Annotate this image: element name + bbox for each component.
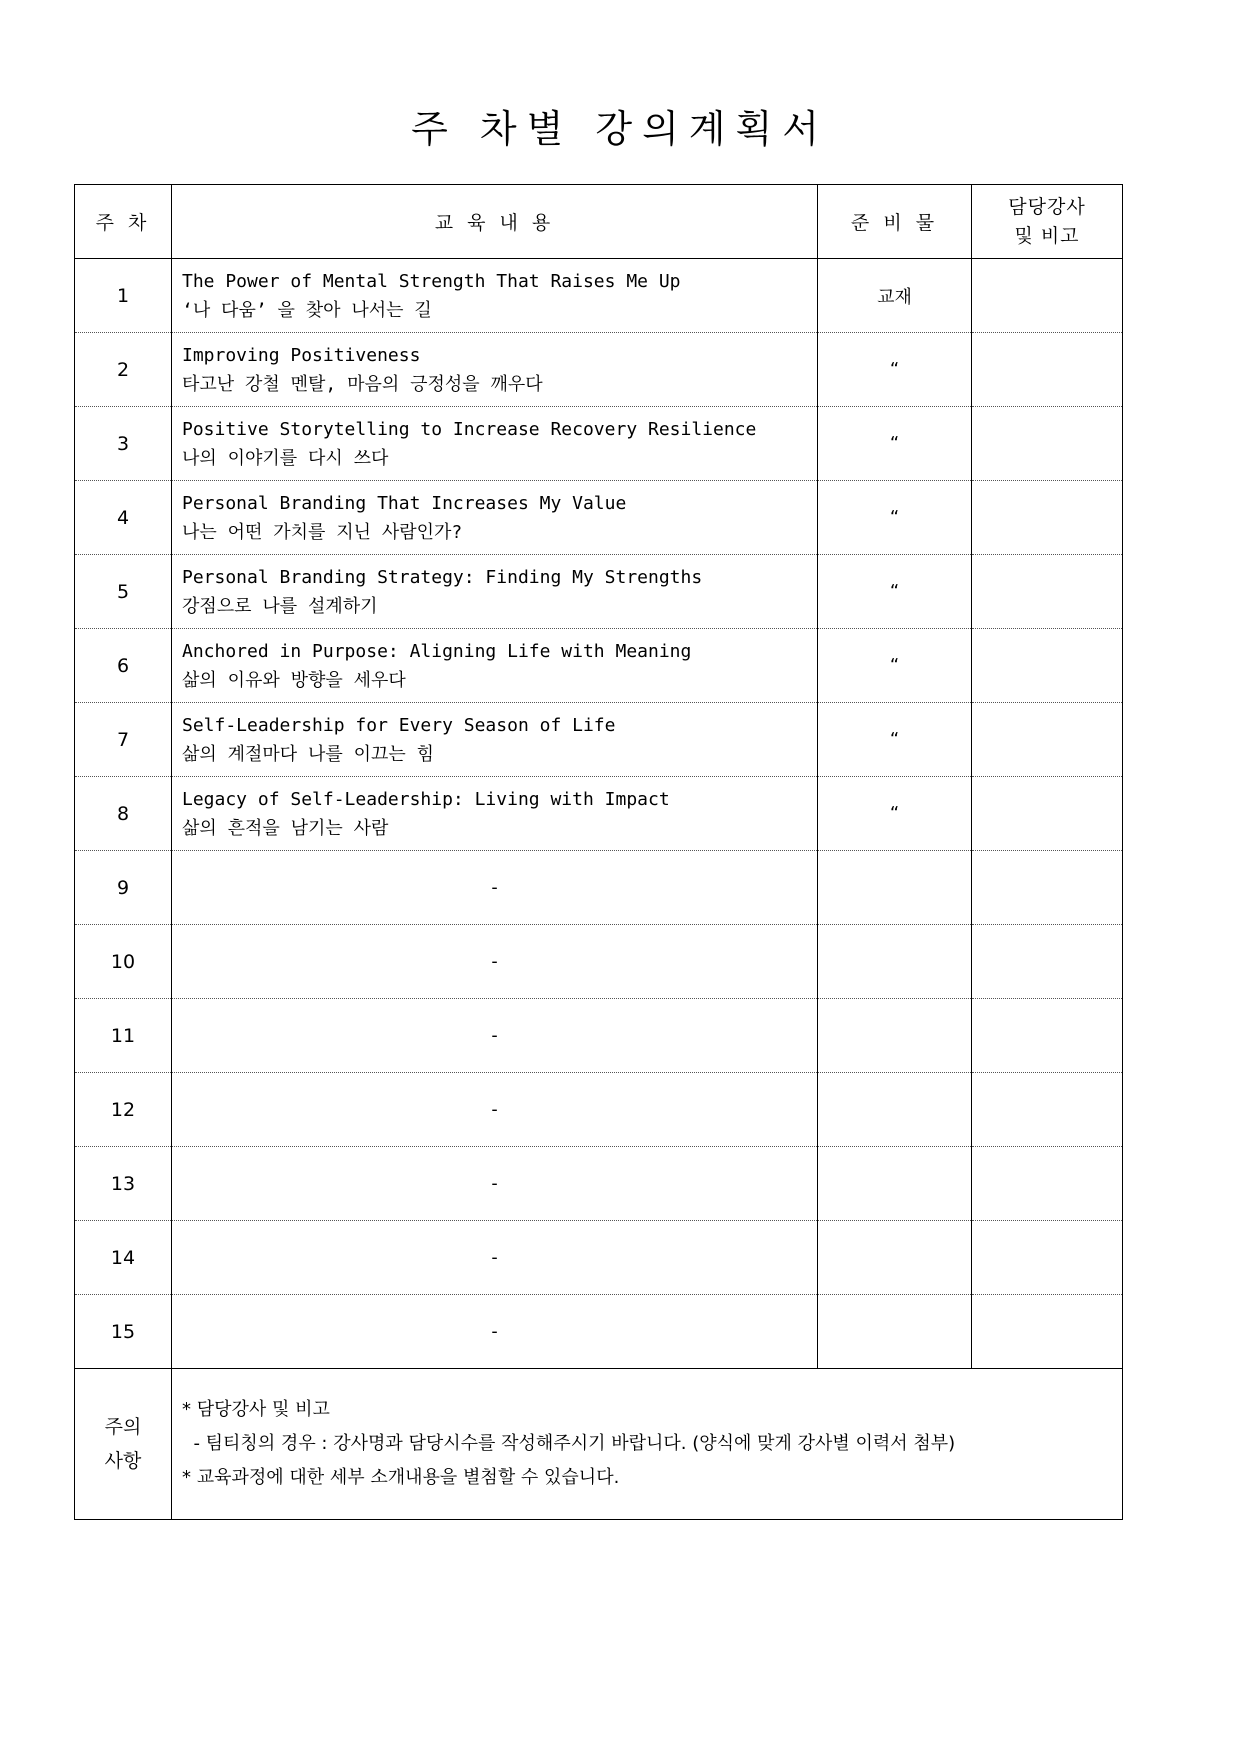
week-remark [972, 1147, 1123, 1221]
table-row [75, 925, 1123, 999]
header-remark-line1: 담당강사 [1008, 195, 1086, 218]
note-line-3: * 교육과정에 대한 세부 소개내용을 별첨할 수 있습니다. [182, 1467, 620, 1488]
week-number: 10 [75, 925, 172, 999]
week-remark [972, 1221, 1123, 1295]
week-material: “ [818, 407, 972, 481]
notes-label-line1: 주의 [104, 1416, 142, 1438]
week-number: 6 [75, 629, 172, 703]
week-material: 교재 [818, 259, 972, 333]
content-korean: 삶의 이유와 방향을 세우다 [182, 669, 406, 691]
week-remark [972, 1073, 1123, 1147]
lecture-plan-table [74, 184, 1123, 1520]
table-row [75, 1295, 1123, 1369]
week-content [172, 629, 818, 703]
content-english: Improving Positiveness [182, 344, 421, 366]
week-remark [972, 925, 1123, 999]
table-row [75, 999, 1123, 1073]
week-material: “ [818, 629, 972, 703]
week-material [818, 1295, 972, 1369]
content-korean: 삶의 흔적을 남기는 사람 [182, 817, 389, 839]
content-english: Positive Storytelling to Increase Recovery Resilience [182, 418, 757, 440]
week-material [818, 925, 972, 999]
week-material: “ [818, 481, 972, 555]
week-number: 14 [75, 1221, 172, 1295]
content-english: Self-Leadership for Every Season of Life [182, 714, 616, 736]
content-english: Personal Branding Strategy: Finding My Strengths [182, 566, 703, 588]
week-remark [972, 777, 1123, 851]
week-number: 9 [75, 851, 172, 925]
week-content [172, 555, 818, 629]
week-remark [972, 851, 1123, 925]
week-content [172, 333, 818, 407]
week-material [818, 1147, 972, 1221]
note-line-2: - 팀티칭의 경우 : 강사명과 담당시수를 작성해주시기 바랍니다. (양식에 맞게 강사별 이력서 첨부) [182, 1433, 956, 1454]
table-row [75, 259, 1123, 333]
week-content-empty: - [172, 925, 818, 999]
week-remark [972, 259, 1123, 333]
table-row [75, 1073, 1123, 1147]
week-number: 4 [75, 481, 172, 555]
content-korean: 삶의 계절마다 나를 이끄는 힘 [182, 743, 435, 765]
week-content [172, 407, 818, 481]
week-remark [972, 555, 1123, 629]
content-korean: 강점으로 나를 설계하기 [182, 595, 378, 617]
notes-label [75, 1369, 172, 1520]
week-content-empty: - [172, 1147, 818, 1221]
week-number: 5 [75, 555, 172, 629]
week-number: 3 [75, 407, 172, 481]
table-row [75, 851, 1123, 925]
content-english: The Power of Mental Strength That Raises Me Up [182, 270, 681, 292]
week-content-empty: - [172, 999, 818, 1073]
table-row [75, 1221, 1123, 1295]
week-content [172, 259, 818, 333]
header-content: 교 육 내 용 [172, 185, 818, 259]
week-material [818, 1221, 972, 1295]
header-row [75, 185, 1123, 259]
table-row [75, 555, 1123, 629]
week-content-empty: - [172, 851, 818, 925]
table-row [75, 333, 1123, 407]
note-line-1: * 담당강사 및 비고 [182, 1399, 330, 1420]
table-row [75, 481, 1123, 555]
content-english: Anchored in Purpose: Aligning Life with Meaning [182, 640, 692, 662]
week-number: 1 [75, 259, 172, 333]
week-number: 11 [75, 999, 172, 1073]
content-korean: ‘나 다움’ 을 찾아 나서는 길 [182, 299, 432, 321]
week-number: 15 [75, 1295, 172, 1369]
week-remark [972, 629, 1123, 703]
week-remark [972, 333, 1123, 407]
table-row [75, 1147, 1123, 1221]
week-number: 7 [75, 703, 172, 777]
week-remark [972, 999, 1123, 1073]
week-material [818, 851, 972, 925]
content-korean: 나의 이야기를 다시 쓰다 [182, 447, 389, 469]
week-number: 8 [75, 777, 172, 851]
notes-content [172, 1369, 1123, 1520]
header-remark-line2: 및 비고 [1014, 224, 1080, 247]
header-material: 준 비 물 [818, 185, 972, 259]
week-material: “ [818, 777, 972, 851]
notes-row [75, 1369, 1123, 1520]
content-korean: 나는 어떤 가치를 지닌 사람인가? [182, 521, 463, 543]
week-material [818, 1073, 972, 1147]
week-remark [972, 703, 1123, 777]
week-number: 12 [75, 1073, 172, 1147]
week-content [172, 481, 818, 555]
week-content [172, 777, 818, 851]
table-row [75, 407, 1123, 481]
week-material: “ [818, 333, 972, 407]
header-remark [972, 185, 1123, 259]
week-content-empty: - [172, 1221, 818, 1295]
week-material [818, 999, 972, 1073]
table-row [75, 703, 1123, 777]
table-row [75, 777, 1123, 851]
week-remark [972, 407, 1123, 481]
table-row [75, 629, 1123, 703]
week-material: “ [818, 703, 972, 777]
week-content-empty: - [172, 1295, 818, 1369]
week-content [172, 703, 818, 777]
week-remark [972, 481, 1123, 555]
week-number: 2 [75, 333, 172, 407]
week-content-empty: - [172, 1073, 818, 1147]
page-title: 주 차별 강의계획서 [411, 107, 829, 151]
week-remark [972, 1295, 1123, 1369]
notes-label-line2: 사항 [104, 1450, 142, 1472]
week-number: 13 [75, 1147, 172, 1221]
content-english: Personal Branding That Increases My Value [182, 492, 627, 514]
content-english: Legacy of Self-Leadership: Living with Impact [182, 788, 670, 810]
header-week: 주 차 [75, 185, 172, 259]
content-korean: 타고난 강철 멘탈, 마음의 긍정성을 깨우다 [182, 373, 543, 395]
week-material: “ [818, 555, 972, 629]
